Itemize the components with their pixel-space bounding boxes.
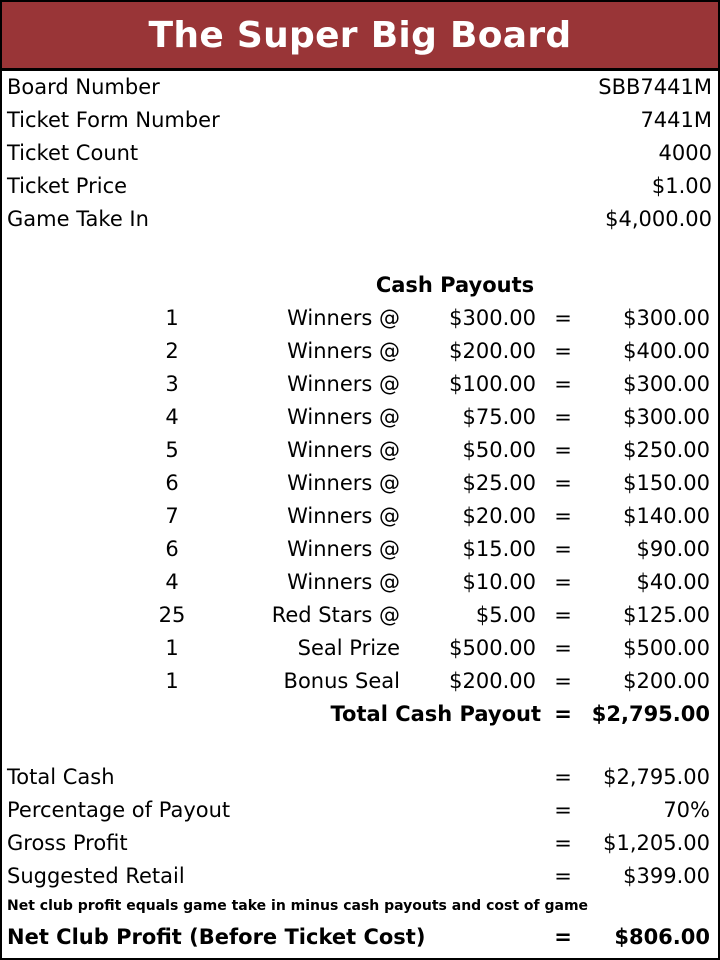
info-row-board-number bbox=[2, 71, 718, 104]
equals-sign: = bbox=[554, 438, 572, 462]
payout-total: $500.00 bbox=[623, 636, 710, 660]
equals-sign: = bbox=[554, 603, 572, 627]
payout-table bbox=[2, 302, 718, 698]
payout-prize: $100.00 bbox=[449, 372, 536, 396]
payout-prize: $75.00 bbox=[462, 405, 536, 429]
equals-sign: = bbox=[554, 765, 572, 789]
payout-count: 4 bbox=[165, 405, 179, 429]
payout-total: $90.00 bbox=[636, 537, 710, 561]
payout-label: Winners @ bbox=[287, 471, 400, 495]
summary-label: Suggested Retail bbox=[7, 864, 185, 888]
info-value: 7441M bbox=[640, 108, 712, 132]
summary-value: $2,795.00 bbox=[603, 765, 710, 789]
payout-count: 1 bbox=[165, 669, 179, 693]
profit-note: Net club profit equals game take in minus cash payouts and cost of game bbox=[7, 898, 589, 914]
equals-sign: = bbox=[554, 537, 572, 561]
payout-total: $150.00 bbox=[623, 471, 710, 495]
payout-label: Bonus Seal bbox=[283, 669, 400, 693]
payout-label: Red Stars @ bbox=[271, 603, 400, 627]
payout-label: Seal Prize bbox=[297, 636, 400, 660]
equals-sign: = bbox=[554, 636, 572, 660]
info-label: Ticket Form Number bbox=[7, 108, 220, 132]
payout-row bbox=[2, 599, 718, 632]
payout-count: 1 bbox=[165, 306, 179, 330]
info-row-ticket-price bbox=[2, 170, 718, 203]
payout-count: 7 bbox=[165, 504, 179, 528]
equals-sign: = bbox=[554, 570, 572, 594]
page-title: The Super Big Board bbox=[148, 14, 572, 56]
total-cash-payout-row bbox=[2, 698, 718, 731]
summary-value: $399.00 bbox=[623, 864, 710, 888]
equals-sign: = bbox=[554, 471, 572, 495]
info-row-ticket-count bbox=[2, 137, 718, 170]
summary-row-total-cash bbox=[2, 761, 718, 794]
info-section bbox=[2, 71, 718, 236]
info-label: Ticket Price bbox=[7, 174, 128, 198]
equals-sign: = bbox=[554, 372, 572, 396]
payout-label: Winners @ bbox=[287, 405, 400, 429]
payout-label: Winners @ bbox=[287, 504, 400, 528]
summary-row-percentage-of-payout bbox=[2, 794, 718, 827]
summary-label: Total Cash bbox=[7, 765, 115, 789]
equals-sign: = bbox=[554, 831, 572, 855]
net-profit-label: Net Club Profit (Before Ticket Cost) bbox=[7, 925, 426, 949]
payout-count: 25 bbox=[158, 603, 186, 627]
payout-prize: $10.00 bbox=[462, 570, 536, 594]
payout-prize: $15.00 bbox=[462, 537, 536, 561]
payout-row bbox=[2, 335, 718, 368]
payout-count: 1 bbox=[165, 636, 179, 660]
equals-sign: = bbox=[554, 925, 572, 949]
payout-total: $400.00 bbox=[623, 339, 710, 363]
payout-prize: $200.00 bbox=[449, 339, 536, 363]
info-label: Game Take In bbox=[7, 207, 149, 231]
spacer bbox=[2, 236, 718, 269]
payout-label: Winners @ bbox=[287, 570, 400, 594]
payout-prize: $500.00 bbox=[449, 636, 536, 660]
payout-row bbox=[2, 632, 718, 665]
net-club-profit-row bbox=[2, 919, 718, 955]
payout-count: 3 bbox=[165, 372, 179, 396]
payout-row bbox=[2, 533, 718, 566]
summary-row-gross-profit bbox=[2, 827, 718, 860]
payout-count: 5 bbox=[165, 438, 179, 462]
payout-count: 6 bbox=[165, 471, 179, 495]
info-value: SBB7441M bbox=[598, 75, 712, 99]
summary-value: $1,205.00 bbox=[603, 831, 710, 855]
total-payout-label: Total Cash Payout bbox=[330, 702, 541, 726]
payout-total: $125.00 bbox=[623, 603, 710, 627]
payouts-heading-text: Cash Payouts bbox=[375, 273, 535, 297]
payout-total: $250.00 bbox=[623, 438, 710, 462]
payout-row bbox=[2, 434, 718, 467]
payout-total: $300.00 bbox=[623, 306, 710, 330]
net-profit-value: $806.00 bbox=[614, 925, 710, 949]
payout-prize: $50.00 bbox=[462, 438, 536, 462]
payout-row bbox=[2, 566, 718, 599]
info-row-ticket-form-number bbox=[2, 104, 718, 137]
summary-value: 70% bbox=[663, 798, 710, 822]
total-payout-value: $2,795.00 bbox=[591, 702, 710, 726]
equals-sign: = bbox=[554, 504, 572, 528]
equals-sign: = bbox=[554, 306, 572, 330]
equals-sign: = bbox=[554, 405, 572, 429]
payout-count: 4 bbox=[165, 570, 179, 594]
payout-label: Winners @ bbox=[287, 372, 400, 396]
info-label: Board Number bbox=[7, 75, 160, 99]
info-row-game-take-in bbox=[2, 203, 718, 236]
payout-row bbox=[2, 467, 718, 500]
payout-count: 2 bbox=[165, 339, 179, 363]
payout-prize: $25.00 bbox=[462, 471, 536, 495]
payout-prize: $5.00 bbox=[475, 603, 536, 627]
equals-sign: = bbox=[554, 339, 572, 363]
payouts-heading bbox=[2, 269, 718, 302]
summary-label: Percentage of Payout bbox=[7, 798, 231, 822]
info-value: 4000 bbox=[658, 141, 712, 165]
payout-total: $40.00 bbox=[636, 570, 710, 594]
payout-total: $200.00 bbox=[623, 669, 710, 693]
summary-section bbox=[2, 761, 718, 893]
info-label: Ticket Count bbox=[7, 141, 139, 165]
payout-label: Winners @ bbox=[287, 438, 400, 462]
payout-prize: $300.00 bbox=[449, 306, 536, 330]
info-value: $4,000.00 bbox=[605, 207, 712, 231]
summary-label: Gross Profit bbox=[7, 831, 128, 855]
summary-row-suggested-retail bbox=[2, 860, 718, 893]
payout-row bbox=[2, 401, 718, 434]
payout-row bbox=[2, 368, 718, 401]
equals-sign: = bbox=[554, 864, 572, 888]
payout-label: Winners @ bbox=[287, 306, 400, 330]
equals-sign: = bbox=[554, 798, 572, 822]
payout-row bbox=[2, 302, 718, 335]
payout-row bbox=[2, 500, 718, 533]
payout-label: Winners @ bbox=[287, 339, 400, 363]
payout-prize: $200.00 bbox=[449, 669, 536, 693]
title-bar bbox=[2, 2, 718, 71]
payout-count: 6 bbox=[165, 537, 179, 561]
spacer bbox=[2, 731, 718, 761]
payout-total: $300.00 bbox=[623, 405, 710, 429]
equals-sign: = bbox=[554, 669, 572, 693]
payout-total: $140.00 bbox=[623, 504, 710, 528]
info-value: $1.00 bbox=[651, 174, 712, 198]
payout-prize: $20.00 bbox=[462, 504, 536, 528]
payout-row bbox=[2, 665, 718, 698]
equals-sign: = bbox=[554, 702, 572, 726]
payout-total: $300.00 bbox=[623, 372, 710, 396]
payout-label: Winners @ bbox=[287, 537, 400, 561]
